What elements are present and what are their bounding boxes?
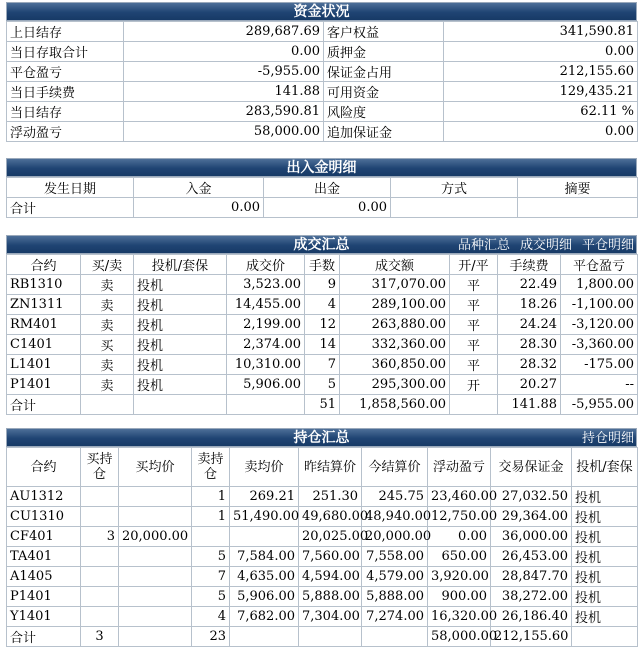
table-cell	[81, 567, 119, 587]
table-cell	[119, 607, 192, 627]
table-cell: 7,682.00	[230, 607, 299, 627]
total-cell	[227, 395, 305, 415]
table-cell: 269.21	[230, 487, 299, 507]
table-cell: 24.24	[498, 315, 561, 335]
table-cell	[119, 567, 192, 587]
total-cell	[391, 198, 518, 218]
cash-flow-header	[6, 158, 637, 177]
table-cell: 245.75	[362, 487, 428, 507]
table-cell: 4,594.00	[299, 567, 362, 587]
fund-status-row	[7, 42, 638, 62]
table-cell: 投机	[134, 355, 227, 375]
table-cell: 20,025.00	[299, 527, 362, 547]
link-product-summary[interactable]: 品种汇总	[457, 238, 510, 253]
position-summary-table	[6, 447, 638, 647]
table-cell: 投机	[572, 527, 638, 547]
fund-status-header	[6, 2, 637, 21]
table-cell: 开	[450, 375, 498, 395]
table-cell: 4,635.00	[230, 567, 299, 587]
table-cell: -1,100.00	[561, 295, 638, 315]
table-cell: 5,888.00	[362, 587, 428, 607]
total-cell: 合计	[7, 395, 81, 415]
fund-label: 风险度	[324, 102, 444, 122]
table-cell: --	[561, 375, 638, 395]
fund-value: 141.88	[124, 82, 324, 102]
table-cell: 23,460.00	[428, 487, 491, 507]
total-cell: 141.88	[498, 395, 561, 415]
fund-value: 283,590.81	[124, 102, 324, 122]
table-cell: CF401	[7, 527, 81, 547]
fund-value: 0.00	[444, 42, 638, 62]
table-row	[7, 607, 638, 627]
total-cell	[362, 627, 428, 647]
fund-label: 可用资金	[324, 82, 444, 102]
column-header: 投机/套保	[572, 448, 638, 487]
total-cell	[450, 395, 498, 415]
column-header: 买均价	[119, 448, 192, 487]
table-cell: -3,120.00	[561, 315, 638, 335]
total-cell: 合计	[7, 627, 81, 647]
table-cell	[81, 587, 119, 607]
fund-value: 129,435.21	[444, 82, 638, 102]
table-cell: 4,579.00	[362, 567, 428, 587]
table-cell	[81, 547, 119, 567]
total-cell	[230, 627, 299, 647]
trade-total-row	[7, 395, 638, 415]
table-cell: 28,847.70	[491, 567, 572, 587]
table-row	[7, 275, 638, 295]
fund-value: -5,955.00	[124, 62, 324, 82]
table-cell: 26,186.40	[491, 607, 572, 627]
table-cell: 332,360.00	[340, 335, 450, 355]
table-cell: 投机	[572, 487, 638, 507]
column-header: 卖持仓	[192, 448, 230, 487]
table-cell: 5,888.00	[299, 587, 362, 607]
column-header: 出金	[264, 178, 391, 198]
position-total-row	[7, 627, 638, 647]
column-header: 买持仓	[81, 448, 119, 487]
table-cell: 投机	[572, 547, 638, 567]
total-cell	[81, 395, 134, 415]
table-row	[7, 527, 638, 547]
table-cell: 卖	[81, 375, 134, 395]
link-position-detail[interactable]: 持仓明细	[581, 431, 634, 446]
table-cell: 1	[192, 487, 230, 507]
column-header: 合约	[7, 448, 81, 487]
table-cell: 26,453.00	[491, 547, 572, 567]
table-cell: L1401	[7, 355, 81, 375]
column-header: 成交额	[340, 255, 450, 275]
column-header: 平仓盈亏	[561, 255, 638, 275]
table-cell: 12,750.00	[428, 507, 491, 527]
table-cell: RM401	[7, 315, 81, 335]
table-cell: 卖	[81, 315, 134, 335]
column-header: 开/平	[450, 255, 498, 275]
position-summary-title: 持仓汇总	[293, 430, 350, 446]
table-cell: 7	[192, 567, 230, 587]
table-cell: 投机	[134, 315, 227, 335]
fund-label: 客户权益	[324, 22, 444, 42]
table-cell: 卖	[81, 275, 134, 295]
cash-flow-title: 出入金明细	[286, 160, 357, 176]
table-cell: 投机	[134, 375, 227, 395]
table-cell	[119, 587, 192, 607]
table-cell: 4	[192, 607, 230, 627]
table-row	[7, 375, 638, 395]
total-cell: -5,955.00	[561, 395, 638, 415]
fund-label: 上日结存	[7, 22, 124, 42]
table-cell: 5	[192, 587, 230, 607]
table-cell: 251.30	[299, 487, 362, 507]
fund-status-row	[7, 122, 638, 142]
cash-flow-section	[6, 158, 637, 218]
fund-status-table	[6, 21, 638, 142]
column-header: 入金	[134, 178, 264, 198]
total-cell: 212,155.60	[491, 627, 572, 647]
table-cell: 平	[450, 275, 498, 295]
trade-summary-table	[6, 254, 638, 415]
table-cell: C1401	[7, 335, 81, 355]
total-cell: 23	[192, 627, 230, 647]
fund-value: 212,155.60	[444, 62, 638, 82]
column-header: 浮动盈亏	[428, 448, 491, 487]
table-cell: RB1310	[7, 275, 81, 295]
trade-summary-header	[6, 235, 637, 254]
table-cell: 9	[305, 275, 340, 295]
column-header: 昨结算价	[299, 448, 362, 487]
table-cell	[81, 507, 119, 527]
fund-label: 当日存取合计	[7, 42, 124, 62]
table-cell: 投机	[572, 507, 638, 527]
table-cell: 38,272.00	[491, 587, 572, 607]
table-cell: 20,000.00	[119, 527, 192, 547]
table-cell: -3,360.00	[561, 335, 638, 355]
table-cell: 263,880.00	[340, 315, 450, 335]
fund-value: 0.00	[444, 122, 638, 142]
table-cell: 295,300.00	[340, 375, 450, 395]
table-cell: AU1312	[7, 487, 81, 507]
table-row	[7, 547, 638, 567]
table-cell: 1,800.00	[561, 275, 638, 295]
link-close-detail[interactable]: 平仓明细	[581, 238, 634, 253]
table-cell	[119, 507, 192, 527]
table-cell: 22.49	[498, 275, 561, 295]
total-cell: 51	[305, 395, 340, 415]
table-cell: CU1310	[7, 507, 81, 527]
table-cell: P1401	[7, 587, 81, 607]
table-cell: 3	[81, 527, 119, 547]
column-header: 摘要	[518, 178, 638, 198]
table-cell: 投机	[134, 295, 227, 315]
table-row	[7, 567, 638, 587]
fund-label: 平仓盈亏	[7, 62, 124, 82]
table-cell: Y1401	[7, 607, 81, 627]
table-row	[7, 315, 638, 335]
table-cell: -175.00	[561, 355, 638, 375]
column-header: 发生日期	[7, 178, 134, 198]
column-header: 手数	[305, 255, 340, 275]
table-cell: 投机	[572, 587, 638, 607]
total-cell: 58,000.00	[428, 627, 491, 647]
table-cell: 48,940.00	[362, 507, 428, 527]
table-cell: 5,906.00	[227, 375, 305, 395]
fund-label: 质押金	[324, 42, 444, 62]
table-cell: 12	[305, 315, 340, 335]
column-header: 投机/套保	[134, 255, 227, 275]
total-cell	[119, 627, 192, 647]
table-row	[7, 295, 638, 315]
total-cell	[134, 395, 227, 415]
fund-value: 289,687.69	[124, 22, 324, 42]
table-cell: 7	[305, 355, 340, 375]
column-header: 方式	[391, 178, 518, 198]
fund-value: 62.11 %	[444, 102, 638, 122]
column-header: 合约	[7, 255, 81, 275]
table-cell: 49,680.00	[299, 507, 362, 527]
table-cell: 36,000.00	[491, 527, 572, 547]
position-summary-links	[572, 429, 634, 448]
fund-status-row	[7, 82, 638, 102]
table-row	[7, 355, 638, 375]
fund-value: 0.00	[124, 42, 324, 62]
table-cell: TA401	[7, 547, 81, 567]
table-cell: 1	[192, 507, 230, 527]
column-header: 今结算价	[362, 448, 428, 487]
table-cell	[81, 487, 119, 507]
table-cell: 29,364.00	[491, 507, 572, 527]
table-cell: 投机	[134, 335, 227, 355]
table-cell	[81, 607, 119, 627]
table-cell: 18.26	[498, 295, 561, 315]
table-cell: 7,584.00	[230, 547, 299, 567]
cash-total-row	[7, 198, 638, 218]
table-cell: P1401	[7, 375, 81, 395]
link-trade-detail[interactable]: 成交明细	[519, 238, 572, 253]
column-header: 买/卖	[81, 255, 134, 275]
trade-summary-title: 成交汇总	[293, 237, 350, 253]
trade-summary-links	[448, 236, 634, 255]
table-cell: 5	[192, 547, 230, 567]
table-cell	[119, 547, 192, 567]
table-cell: 7,304.00	[299, 607, 362, 627]
position-summary-section	[6, 428, 637, 647]
table-cell	[230, 527, 299, 547]
total-cell: 合计	[7, 198, 134, 218]
table-cell: 卖	[81, 295, 134, 315]
table-cell: 317,070.00	[340, 275, 450, 295]
table-cell: 平	[450, 315, 498, 335]
total-cell: 0.00	[134, 198, 264, 218]
table-cell: 16,320.00	[428, 607, 491, 627]
fund-label: 当日手续费	[7, 82, 124, 102]
table-cell: 5	[305, 375, 340, 395]
fund-status-row	[7, 62, 638, 82]
table-cell: 7,558.00	[362, 547, 428, 567]
total-cell: 3	[81, 627, 119, 647]
table-row	[7, 487, 638, 507]
fund-label: 追加保证金	[324, 122, 444, 142]
position-summary-header	[6, 428, 637, 447]
table-cell: 7,560.00	[299, 547, 362, 567]
table-cell: 投机	[134, 275, 227, 295]
table-cell: 4	[305, 295, 340, 315]
table-cell: 5,906.00	[230, 587, 299, 607]
total-cell	[518, 198, 638, 218]
total-cell	[299, 627, 362, 647]
fund-label: 保证金占用	[324, 62, 444, 82]
table-cell: 0.00	[428, 527, 491, 547]
table-cell: 买	[81, 335, 134, 355]
table-cell: A1405	[7, 567, 81, 587]
table-cell: ZN1311	[7, 295, 81, 315]
table-cell: 投机	[572, 607, 638, 627]
column-header: 手续费	[498, 255, 561, 275]
cash-flow-table	[6, 177, 638, 218]
column-header: 卖均价	[230, 448, 299, 487]
fund-status-section	[6, 2, 637, 142]
table-cell: 28.30	[498, 335, 561, 355]
table-cell: 27,032.50	[491, 487, 572, 507]
table-cell: 2,374.00	[227, 335, 305, 355]
table-cell: 900.00	[428, 587, 491, 607]
table-cell: 14,455.00	[227, 295, 305, 315]
table-cell: 投机	[572, 567, 638, 587]
table-cell	[119, 487, 192, 507]
table-cell: 10,310.00	[227, 355, 305, 375]
table-cell: 14	[305, 335, 340, 355]
table-cell: 360,850.00	[340, 355, 450, 375]
table-cell: 2,199.00	[227, 315, 305, 335]
table-cell: 20.27	[498, 375, 561, 395]
fund-value: 341,590.81	[444, 22, 638, 42]
total-cell: 1,858,560.00	[340, 395, 450, 415]
table-cell: 平	[450, 335, 498, 355]
table-cell: 平	[450, 295, 498, 315]
table-cell: 3,523.00	[227, 275, 305, 295]
table-cell: 650.00	[428, 547, 491, 567]
column-header: 交易保证金	[491, 448, 572, 487]
table-row	[7, 335, 638, 355]
fund-status-title: 资金状况	[293, 4, 350, 20]
total-cell	[572, 627, 638, 647]
table-cell: 3,920.00	[428, 567, 491, 587]
trade-summary-section	[6, 235, 637, 415]
table-cell	[192, 527, 230, 547]
table-cell: 卖	[81, 355, 134, 375]
fund-status-row	[7, 22, 638, 42]
column-header: 成交价	[227, 255, 305, 275]
table-row	[7, 507, 638, 527]
table-cell: 20,000.00	[362, 527, 428, 547]
table-cell: 7,274.00	[362, 607, 428, 627]
table-row	[7, 587, 638, 607]
fund-status-row	[7, 102, 638, 122]
table-cell: 289,100.00	[340, 295, 450, 315]
fund-label: 浮动盈亏	[7, 122, 124, 142]
table-cell: 51,490.00	[230, 507, 299, 527]
fund-label: 当日结存	[7, 102, 124, 122]
table-cell: 平	[450, 355, 498, 375]
table-cell: 28.32	[498, 355, 561, 375]
total-cell: 0.00	[264, 198, 391, 218]
fund-value: 58,000.00	[124, 122, 324, 142]
